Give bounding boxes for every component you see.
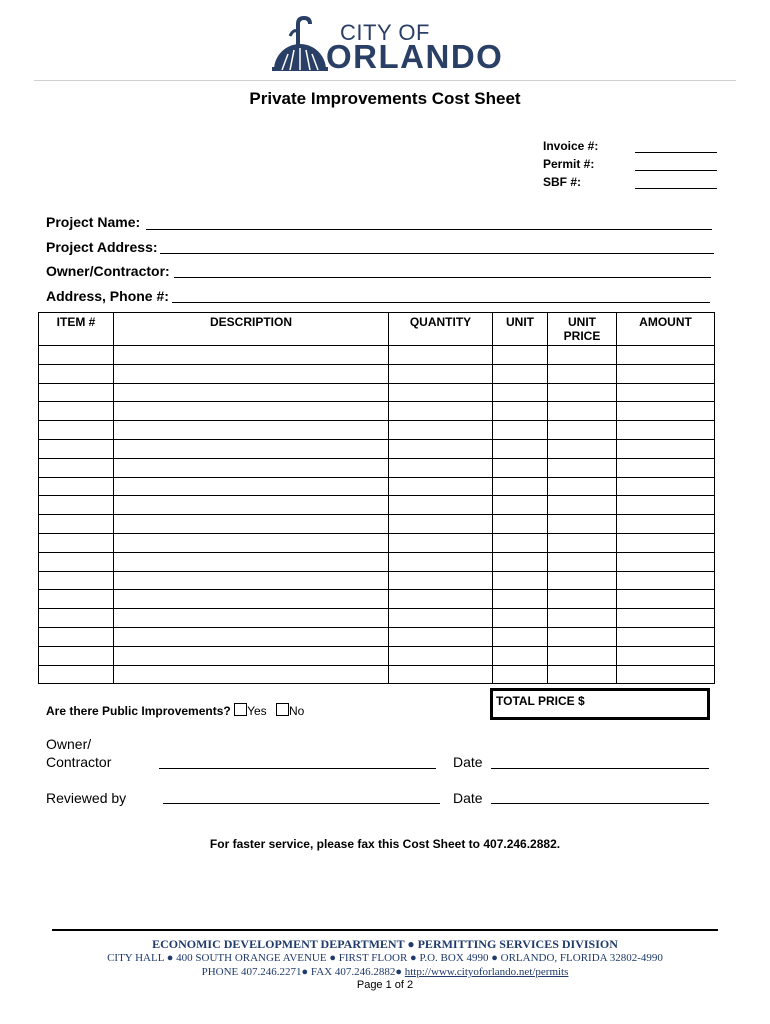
cell-unit[interactable] bbox=[493, 383, 548, 402]
address-phone-label: Address, Phone #: bbox=[46, 288, 169, 304]
table-row bbox=[39, 646, 715, 665]
table-row bbox=[39, 496, 715, 515]
cell-quantity[interactable] bbox=[389, 533, 493, 552]
table-row bbox=[39, 364, 715, 383]
project-name-field[interactable] bbox=[146, 229, 712, 230]
project-name-label: Project Name: bbox=[46, 214, 141, 230]
cell-unit-price[interactable] bbox=[548, 383, 617, 402]
cell-unit[interactable] bbox=[493, 364, 548, 383]
cell-item[interactable] bbox=[39, 346, 114, 365]
footer-url-link[interactable]: http://www.cityoforlando.net/permits bbox=[404, 966, 569, 978]
col-amount: AMOUNT bbox=[617, 313, 715, 346]
cell-description[interactable] bbox=[114, 439, 389, 458]
cell-item[interactable] bbox=[39, 364, 114, 383]
cell-unit[interactable] bbox=[493, 590, 548, 609]
table-row bbox=[39, 402, 715, 421]
cell-item[interactable] bbox=[39, 439, 114, 458]
permit-label: Permit #: bbox=[543, 157, 595, 171]
yes-checkbox[interactable] bbox=[234, 703, 247, 716]
cell-quantity[interactable] bbox=[389, 627, 493, 646]
table-row bbox=[39, 533, 715, 552]
cell-description[interactable] bbox=[114, 496, 389, 515]
permit-field[interactable] bbox=[635, 170, 717, 171]
cell-quantity[interactable] bbox=[389, 458, 493, 477]
cell-amount[interactable] bbox=[617, 646, 715, 665]
logo-city-of: CITY OF bbox=[340, 20, 430, 45]
cell-quantity[interactable] bbox=[389, 609, 493, 628]
footer-department: ECONOMIC DEVELOPMENT DEPARTMENT ● PERMITTING SERVICES DIVISION bbox=[152, 937, 618, 951]
cell-amount[interactable] bbox=[617, 477, 715, 496]
cell-unit[interactable] bbox=[493, 402, 548, 421]
cost-table bbox=[38, 312, 715, 684]
table-row bbox=[39, 458, 715, 477]
col-description: DESCRIPTION bbox=[114, 313, 389, 346]
cell-unit[interactable] bbox=[493, 646, 548, 665]
cell-unit[interactable] bbox=[493, 609, 548, 628]
cell-unit-price[interactable] bbox=[548, 590, 617, 609]
sbf-label: SBF #: bbox=[543, 175, 582, 189]
cell-unit-price[interactable] bbox=[548, 571, 617, 590]
cell-unit-price[interactable] bbox=[548, 458, 617, 477]
cell-unit[interactable] bbox=[493, 665, 548, 684]
cell-quantity[interactable] bbox=[389, 439, 493, 458]
cell-item[interactable] bbox=[39, 458, 114, 477]
cell-unit[interactable] bbox=[493, 533, 548, 552]
table-row bbox=[39, 421, 715, 440]
cell-unit-price[interactable] bbox=[548, 364, 617, 383]
table-row bbox=[39, 477, 715, 496]
table-row bbox=[39, 590, 715, 609]
cell-amount[interactable] bbox=[617, 458, 715, 477]
cell-unit-price[interactable] bbox=[548, 477, 617, 496]
cell-amount[interactable] bbox=[617, 627, 715, 646]
cell-amount[interactable] bbox=[617, 364, 715, 383]
project-address-field[interactable] bbox=[160, 253, 714, 254]
cell-item[interactable] bbox=[39, 646, 114, 665]
col-item: ITEM # bbox=[39, 313, 114, 346]
public-improvements-question bbox=[46, 703, 304, 718]
cell-item[interactable] bbox=[39, 515, 114, 534]
cell-unit[interactable] bbox=[493, 552, 548, 571]
footer-divider bbox=[52, 929, 718, 931]
cell-description[interactable] bbox=[114, 383, 389, 402]
footer-phone-fax: PHONE 407.246.2271● FAX 407.246.2882● bbox=[201, 966, 405, 978]
invoice-label: Invoice #: bbox=[543, 139, 599, 153]
cell-quantity[interactable] bbox=[389, 571, 493, 590]
cell-amount[interactable] bbox=[617, 552, 715, 571]
cell-unit-price[interactable] bbox=[548, 346, 617, 365]
cell-unit-price[interactable] bbox=[548, 665, 617, 684]
cell-description[interactable] bbox=[114, 571, 389, 590]
owner-date-label: Date bbox=[453, 754, 483, 770]
cell-quantity[interactable] bbox=[389, 421, 493, 440]
footer-address: CITY HALL ● 400 SOUTH ORANGE AVENUE ● FIRST FLOOR ● P.O. BOX 4990 ● ORLANDO, FLORIDA 32802-4990 bbox=[107, 952, 663, 964]
no-label: No bbox=[288, 704, 305, 718]
table-row bbox=[39, 515, 715, 534]
owner-date-field[interactable] bbox=[491, 768, 709, 769]
address-phone-field[interactable] bbox=[172, 302, 710, 303]
reviewed-by-label: Reviewed by bbox=[46, 790, 127, 806]
cell-description[interactable] bbox=[114, 515, 389, 534]
cell-amount[interactable] bbox=[617, 383, 715, 402]
cell-description[interactable] bbox=[114, 590, 389, 609]
cell-amount[interactable] bbox=[617, 402, 715, 421]
cell-amount[interactable] bbox=[617, 533, 715, 552]
cell-quantity[interactable] bbox=[389, 590, 493, 609]
cell-item[interactable] bbox=[39, 496, 114, 515]
table-row bbox=[39, 665, 715, 684]
cell-amount[interactable] bbox=[617, 439, 715, 458]
cell-unit-price[interactable] bbox=[548, 439, 617, 458]
logo-orlando: ORLANDO bbox=[326, 38, 504, 75]
cell-item[interactable] bbox=[39, 552, 114, 571]
cell-description[interactable] bbox=[114, 402, 389, 421]
cell-unit[interactable] bbox=[493, 571, 548, 590]
cell-description[interactable] bbox=[114, 421, 389, 440]
cell-unit-price[interactable] bbox=[548, 533, 617, 552]
table-row bbox=[39, 571, 715, 590]
cell-quantity[interactable] bbox=[389, 552, 493, 571]
reviewer-date-label: Date bbox=[453, 790, 483, 806]
owner-contractor-label: Owner/Contractor: bbox=[46, 263, 170, 279]
no-checkbox[interactable] bbox=[276, 703, 289, 716]
invoice-field[interactable] bbox=[635, 152, 717, 153]
owner-label: Owner/ bbox=[46, 736, 92, 752]
cell-quantity[interactable] bbox=[389, 496, 493, 515]
cell-amount[interactable] bbox=[617, 346, 715, 365]
table-header-row bbox=[39, 313, 715, 346]
cell-unit-price[interactable] bbox=[548, 609, 617, 628]
table-body bbox=[39, 346, 715, 684]
cell-description[interactable] bbox=[114, 609, 389, 628]
cell-amount[interactable] bbox=[617, 496, 715, 515]
cell-description[interactable] bbox=[114, 346, 389, 365]
cell-unit[interactable] bbox=[493, 627, 548, 646]
cell-quantity[interactable] bbox=[389, 515, 493, 534]
cell-quantity[interactable] bbox=[389, 364, 493, 383]
cell-item[interactable] bbox=[39, 571, 114, 590]
total-price-label: TOTAL PRICE $ bbox=[496, 694, 585, 708]
cell-description[interactable] bbox=[114, 364, 389, 383]
cell-unit-price[interactable] bbox=[548, 421, 617, 440]
cell-amount[interactable] bbox=[617, 571, 715, 590]
cell-amount[interactable] bbox=[617, 609, 715, 628]
page-number: Page 1 of 2 bbox=[356, 979, 414, 991]
contractor-label: Contractor bbox=[46, 754, 112, 770]
cell-amount[interactable] bbox=[617, 421, 715, 440]
cell-unit[interactable] bbox=[493, 477, 548, 496]
table-row bbox=[39, 383, 715, 402]
cell-quantity[interactable] bbox=[389, 346, 493, 365]
cell-item[interactable] bbox=[39, 665, 114, 684]
table-row bbox=[39, 627, 715, 646]
cell-unit-price[interactable] bbox=[548, 402, 617, 421]
cell-unit-price[interactable] bbox=[548, 646, 617, 665]
table-row bbox=[39, 346, 715, 365]
cell-quantity[interactable] bbox=[389, 646, 493, 665]
cell-amount[interactable] bbox=[617, 590, 715, 609]
fax-note: For faster service, please fax this Cost Sheet to 407.246.2882. bbox=[209, 837, 561, 851]
cell-unit[interactable] bbox=[493, 346, 548, 365]
cell-item[interactable] bbox=[39, 477, 114, 496]
cell-unit[interactable] bbox=[493, 439, 548, 458]
col-unit: UNIT bbox=[493, 313, 548, 346]
cell-item[interactable] bbox=[39, 590, 114, 609]
cell-item[interactable] bbox=[39, 383, 114, 402]
reviewer-date-field[interactable] bbox=[491, 803, 709, 804]
cell-description[interactable] bbox=[114, 665, 389, 684]
cell-unit-price[interactable] bbox=[548, 515, 617, 534]
reviewer-signature-field[interactable] bbox=[163, 803, 440, 804]
cell-unit-price[interactable] bbox=[548, 627, 617, 646]
cell-unit-price[interactable] bbox=[548, 552, 617, 571]
table-row bbox=[39, 439, 715, 458]
cell-unit-price[interactable] bbox=[548, 496, 617, 515]
sbf-field[interactable] bbox=[635, 188, 717, 189]
table-row bbox=[39, 552, 715, 571]
cell-amount[interactable] bbox=[617, 515, 715, 534]
header-divider bbox=[34, 80, 736, 81]
cell-quantity[interactable] bbox=[389, 477, 493, 496]
cell-description[interactable] bbox=[114, 627, 389, 646]
owner-contractor-field[interactable] bbox=[174, 277, 711, 278]
owner-signature-field[interactable] bbox=[159, 768, 436, 769]
page-title: Private Improvements Cost Sheet bbox=[249, 89, 521, 108]
public-improvements-label: Are there Public Improvements? bbox=[46, 704, 231, 718]
cell-description[interactable] bbox=[114, 646, 389, 665]
cell-description[interactable] bbox=[114, 552, 389, 571]
cell-item[interactable] bbox=[39, 421, 114, 440]
cell-item[interactable] bbox=[39, 609, 114, 628]
project-address-label: Project Address: bbox=[46, 239, 158, 255]
cell-quantity[interactable] bbox=[389, 402, 493, 421]
cell-description[interactable] bbox=[114, 477, 389, 496]
yes-label: Yes bbox=[247, 704, 267, 718]
cell-item[interactable] bbox=[39, 627, 114, 646]
cell-description[interactable] bbox=[114, 458, 389, 477]
footer-contact bbox=[0, 966, 770, 978]
cell-item[interactable] bbox=[39, 533, 114, 552]
cell-description[interactable] bbox=[114, 533, 389, 552]
cell-amount[interactable] bbox=[617, 665, 715, 684]
cell-quantity[interactable] bbox=[389, 383, 493, 402]
col-unit-price: UNIT PRICE bbox=[548, 313, 617, 346]
cell-quantity[interactable] bbox=[389, 665, 493, 684]
cell-unit[interactable] bbox=[493, 515, 548, 534]
cell-unit[interactable] bbox=[493, 496, 548, 515]
table-row bbox=[39, 609, 715, 628]
cell-unit[interactable] bbox=[493, 421, 548, 440]
cell-item[interactable] bbox=[39, 402, 114, 421]
col-quantity: QUANTITY bbox=[389, 313, 493, 346]
cell-unit[interactable] bbox=[493, 458, 548, 477]
